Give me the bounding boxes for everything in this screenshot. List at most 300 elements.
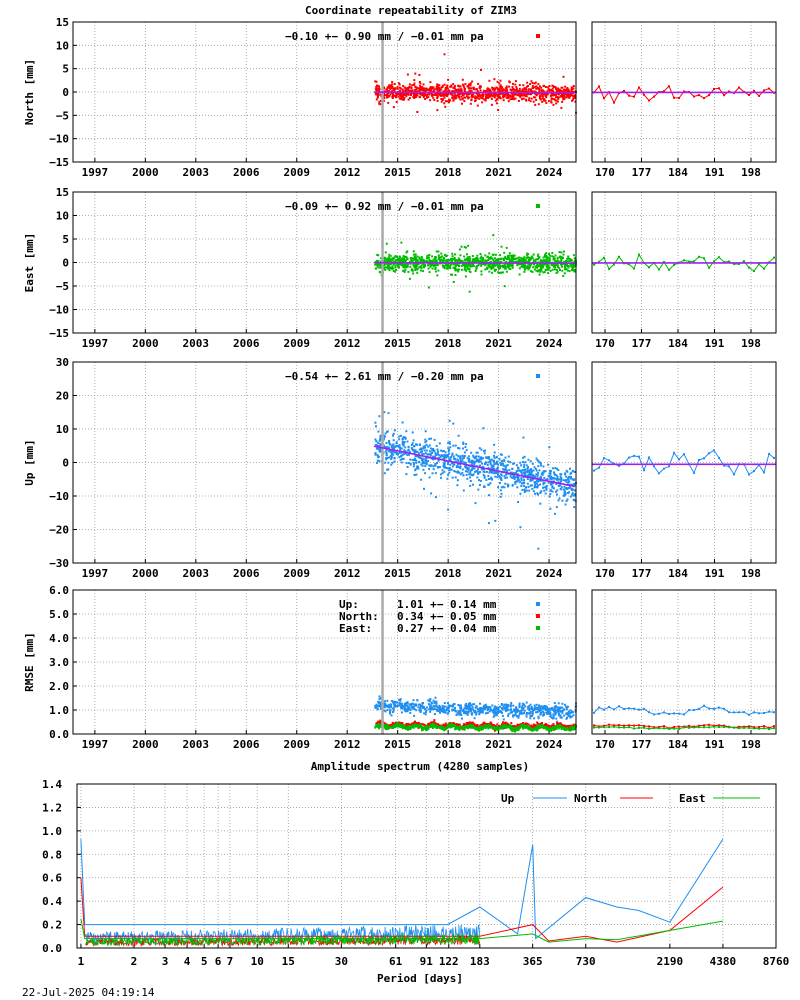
north-point — [519, 95, 521, 97]
north-point — [485, 96, 487, 98]
north-point — [462, 79, 464, 81]
up-point — [425, 430, 427, 432]
up-point — [415, 462, 417, 464]
east-point — [520, 260, 522, 262]
north-point — [470, 82, 472, 84]
up-rmse-point — [526, 716, 528, 718]
up-rmse-point — [474, 717, 476, 719]
north-point — [433, 90, 435, 92]
up-rmse-point — [561, 707, 563, 709]
up-point — [403, 453, 405, 455]
up-point — [557, 476, 559, 478]
panel-north — [23, 16, 776, 179]
up-point — [430, 492, 432, 494]
x-tick-label: 2006 — [233, 166, 260, 179]
up-point — [549, 493, 551, 495]
up-rmse-point — [571, 716, 573, 718]
up-point — [420, 479, 422, 481]
east-point — [452, 255, 454, 257]
up-point — [388, 446, 390, 448]
up-point — [499, 482, 501, 484]
y-tick-label: 5 — [62, 233, 69, 246]
up-point — [391, 454, 393, 456]
up-point — [452, 453, 454, 455]
zoom-x-tick-label: 170 — [595, 738, 615, 751]
east-point — [465, 276, 467, 278]
up-point — [565, 476, 567, 478]
up-point — [488, 472, 490, 474]
up-rmse-point — [438, 707, 440, 709]
north-point — [551, 102, 553, 104]
up-point — [438, 460, 440, 462]
up-point — [398, 436, 400, 438]
east-point — [428, 268, 430, 270]
up-point — [567, 478, 569, 480]
north-point — [508, 81, 510, 83]
north-point — [426, 97, 428, 99]
north-point — [556, 100, 558, 102]
north-point — [497, 109, 499, 111]
up-rmse-point — [540, 708, 542, 710]
east-point — [453, 281, 455, 283]
up-point — [402, 422, 404, 424]
up-point — [549, 470, 551, 472]
up-point — [468, 458, 470, 460]
up-point — [458, 435, 460, 437]
up-rmse-point — [378, 705, 380, 707]
north-point — [548, 100, 550, 102]
up-point — [449, 464, 451, 466]
north-point — [492, 95, 494, 97]
east-point — [413, 250, 415, 252]
up-rmse-point — [413, 699, 415, 701]
east-point — [532, 271, 534, 273]
up-rmse-point — [401, 711, 403, 713]
up-point — [400, 459, 402, 461]
up-rmse-point — [491, 705, 493, 707]
north-point — [479, 85, 481, 87]
east-point — [450, 274, 452, 276]
up-rmse-point — [478, 713, 480, 715]
east-point — [395, 266, 397, 268]
east-point — [402, 270, 404, 272]
east-point — [406, 252, 408, 254]
up-rmse-point — [481, 710, 483, 712]
up-point — [384, 462, 386, 464]
panel-east — [23, 186, 776, 350]
up-point — [568, 476, 570, 478]
up-rmse-point — [553, 711, 555, 713]
up-point — [425, 440, 427, 442]
up-rmse-point — [446, 708, 448, 710]
up-point — [485, 461, 487, 463]
east-point — [469, 258, 471, 260]
up-point — [432, 448, 434, 450]
north-point — [448, 90, 450, 92]
up-point — [521, 483, 523, 485]
up-rmse-point — [489, 710, 491, 712]
up-rmse-point — [537, 716, 539, 718]
up-rmse-point — [555, 718, 557, 720]
up-point — [486, 457, 488, 459]
east-point — [553, 258, 555, 260]
up-rmse-point — [435, 697, 437, 699]
up-rmse-point — [488, 706, 490, 708]
up-point — [549, 495, 551, 497]
up-rmse-point — [435, 701, 437, 703]
north-point — [499, 93, 501, 95]
up-point — [487, 475, 489, 477]
east-point — [405, 269, 407, 271]
up-rmse-point — [388, 704, 390, 706]
east-point — [557, 258, 559, 260]
east-point — [523, 260, 525, 262]
north-point — [519, 88, 521, 90]
up-rmse-point — [530, 712, 532, 714]
east-point — [572, 267, 574, 269]
east-point — [469, 291, 471, 293]
north-point — [452, 83, 454, 85]
up-point — [442, 472, 444, 474]
north-point — [393, 106, 395, 108]
north-point — [499, 86, 501, 88]
up-rmse-point — [434, 706, 436, 708]
east-point — [492, 234, 494, 236]
up-rmse-point — [409, 707, 411, 709]
north-point — [376, 81, 378, 83]
east-point — [467, 256, 469, 258]
up-point — [437, 449, 439, 451]
y-tick-label: 1.0 — [49, 704, 69, 717]
north-point — [407, 74, 409, 76]
up-rmse-point — [549, 710, 551, 712]
north-point — [443, 102, 445, 104]
y-axis-label: Up [mm] — [23, 439, 36, 486]
up-rmse-point — [389, 709, 391, 711]
x-tick-label: 2012 — [333, 567, 361, 580]
north-point — [379, 103, 381, 105]
up-rmse-point — [434, 713, 436, 715]
up-rmse-point — [479, 703, 481, 705]
east-point — [454, 266, 456, 268]
north-point — [555, 102, 557, 104]
x-tick-label: 2021 — [485, 567, 512, 580]
up-rmse-point — [403, 706, 405, 708]
east-point — [524, 268, 526, 270]
up-point — [529, 469, 531, 471]
up-point — [501, 486, 503, 488]
up-rmse-point — [526, 702, 528, 704]
north-point — [528, 97, 530, 99]
north-point — [430, 86, 432, 88]
up-point — [479, 471, 481, 473]
north-point — [553, 104, 555, 106]
north-point — [466, 85, 468, 87]
up-point — [474, 468, 476, 470]
up-rmse-point — [508, 713, 510, 715]
north-point — [534, 82, 536, 84]
east-point — [559, 256, 561, 258]
up-point — [556, 479, 558, 481]
up-point — [475, 502, 477, 504]
up-point — [452, 423, 454, 425]
up-rmse-point — [384, 703, 386, 705]
up-point — [480, 480, 482, 482]
north-point — [532, 87, 534, 89]
east-point — [559, 269, 561, 271]
up-point — [443, 471, 445, 473]
up-point — [468, 473, 470, 475]
up-point — [548, 482, 550, 484]
up-rmse-point — [409, 712, 411, 714]
east-point — [555, 255, 557, 257]
up-point — [492, 465, 494, 467]
east-point — [389, 267, 391, 269]
up-point — [530, 474, 532, 476]
east-point — [510, 255, 512, 257]
up-point — [496, 468, 498, 470]
east-point — [527, 267, 529, 269]
up-point — [418, 452, 420, 454]
up-rmse-point — [417, 706, 419, 708]
up-point — [443, 464, 445, 466]
up-point — [420, 457, 422, 459]
up-rmse-point — [503, 718, 505, 720]
north-point — [552, 95, 554, 97]
north-point — [388, 84, 390, 86]
up-point — [561, 486, 563, 488]
up-point — [525, 487, 527, 489]
up-point — [560, 476, 562, 478]
north-point — [529, 83, 531, 85]
north-point — [418, 74, 420, 76]
east-point — [442, 264, 444, 266]
north-point — [419, 85, 421, 87]
up-point — [388, 441, 390, 443]
north-point — [416, 111, 418, 113]
north-point — [478, 98, 480, 100]
east-point — [497, 260, 499, 262]
up-rmse-point — [572, 711, 574, 713]
up-point — [570, 476, 572, 478]
up-point — [384, 472, 386, 474]
up-point — [491, 479, 493, 481]
zoom-rmse-up — [593, 705, 775, 716]
up-point — [571, 489, 573, 491]
north-point — [463, 96, 465, 98]
up-point — [500, 489, 502, 491]
up-rmse-point — [493, 716, 495, 718]
east-point — [547, 269, 549, 271]
north-point — [530, 80, 532, 82]
east-point — [509, 268, 511, 270]
east-point — [523, 258, 525, 260]
zoom-x-tick-label: 184 — [668, 166, 688, 179]
up-point — [387, 462, 389, 464]
north-point — [555, 86, 557, 88]
east-point — [384, 258, 386, 260]
up-point — [536, 483, 538, 485]
up-rmse-point — [425, 713, 427, 715]
up-point — [443, 450, 445, 452]
north-point — [498, 82, 500, 84]
up-point — [523, 466, 525, 468]
north-point — [498, 88, 500, 90]
up-point — [476, 452, 478, 454]
up-point — [557, 469, 559, 471]
east-point — [536, 270, 538, 272]
east-point — [458, 269, 460, 271]
north-point — [518, 100, 520, 102]
up-point — [559, 497, 561, 499]
east-point — [437, 270, 439, 272]
up-point — [566, 471, 568, 473]
up-rmse-point — [442, 705, 444, 707]
north-point — [564, 89, 566, 91]
north-point — [463, 86, 465, 88]
east-point — [512, 267, 514, 269]
north-point — [541, 101, 543, 103]
up-point — [394, 457, 396, 459]
up-point — [487, 464, 489, 466]
up-rmse-point — [391, 714, 393, 716]
north-point — [500, 97, 502, 99]
east-point — [411, 268, 413, 270]
east-point — [529, 267, 531, 269]
up-rmse-point — [400, 698, 402, 700]
east-point — [434, 268, 436, 270]
east-point — [395, 269, 397, 271]
north-point — [481, 101, 483, 103]
up-point — [429, 444, 431, 446]
north-point — [485, 94, 487, 96]
up-rmse-point — [501, 712, 503, 714]
east-point — [548, 257, 550, 259]
east-point — [488, 252, 490, 254]
up-rmse-point — [410, 709, 412, 711]
east-point — [386, 266, 388, 268]
y-tick-label: 0 — [62, 256, 69, 270]
east-point — [443, 258, 445, 260]
up-point — [435, 496, 437, 498]
up-point — [449, 446, 451, 448]
up-point — [410, 463, 412, 465]
up-rmse-point — [506, 707, 508, 709]
east-point — [473, 260, 475, 262]
up-point — [377, 431, 379, 433]
north-point — [519, 84, 521, 86]
up-point — [468, 455, 470, 457]
up-point — [466, 467, 468, 469]
up-point — [513, 475, 515, 477]
east-point — [454, 269, 456, 271]
up-rmse-point — [476, 706, 478, 708]
up-point — [477, 489, 479, 491]
up-point — [413, 465, 415, 467]
up-rmse-point — [457, 704, 459, 706]
north-point — [571, 100, 573, 102]
up-point — [458, 472, 460, 474]
x-tick-label: 2024 — [535, 166, 563, 179]
east-point — [388, 254, 390, 256]
up-rmse-point — [524, 710, 526, 712]
up-point — [573, 499, 575, 501]
up-point — [488, 522, 490, 524]
up-rmse-point — [520, 711, 522, 713]
north-point — [517, 94, 519, 96]
east-point — [561, 257, 563, 259]
up-point — [558, 499, 560, 501]
up-point — [489, 482, 491, 484]
up-point — [473, 461, 475, 463]
up-point — [402, 442, 404, 444]
up-point — [423, 488, 425, 490]
up-point — [470, 452, 472, 454]
east-point — [438, 254, 440, 256]
up-point — [523, 464, 525, 466]
up-point — [460, 459, 462, 461]
up-point — [537, 472, 539, 474]
up-point — [518, 477, 520, 479]
east-point — [506, 271, 508, 273]
east-point — [558, 251, 560, 253]
x-tick-label: 2003 — [182, 738, 210, 751]
north-point — [414, 83, 416, 85]
up-point — [405, 437, 407, 439]
north-point — [488, 80, 490, 82]
x-tick-label: 2009 — [283, 567, 310, 580]
east-point — [459, 249, 461, 251]
up-point — [534, 466, 536, 468]
east-point — [507, 255, 509, 257]
up-rmse-point — [560, 717, 562, 719]
up-rmse-point — [485, 712, 487, 714]
x-tick-label: 2009 — [283, 166, 310, 179]
up-point — [448, 449, 450, 451]
up-point — [550, 473, 552, 475]
up-point — [516, 470, 518, 472]
up-rmse-point — [419, 709, 421, 711]
up-rmse-point — [464, 711, 466, 713]
up-point — [545, 493, 547, 495]
north-point — [512, 86, 514, 88]
east-point — [540, 260, 542, 262]
up-rmse-point — [460, 704, 462, 706]
up-rmse-point — [522, 705, 524, 707]
up-rmse-point — [426, 707, 428, 709]
up-point — [376, 462, 378, 464]
up-point — [398, 438, 400, 440]
up-point — [469, 485, 471, 487]
north-point — [475, 99, 477, 101]
up-point — [537, 548, 539, 550]
up-point — [407, 466, 409, 468]
up-rmse-point — [561, 703, 563, 705]
east-point — [540, 267, 542, 269]
up-point — [547, 464, 549, 466]
up-rmse-point — [433, 702, 435, 704]
up-point — [447, 442, 449, 444]
east-point — [473, 258, 475, 260]
east-point — [565, 268, 567, 270]
east-point — [426, 260, 428, 262]
up-point — [479, 447, 481, 449]
y-tick-label: 5.0 — [49, 608, 69, 621]
up-point — [413, 439, 415, 441]
north-point — [476, 96, 478, 98]
north-point — [564, 86, 566, 88]
x-tick-label: 1997 — [81, 738, 109, 751]
